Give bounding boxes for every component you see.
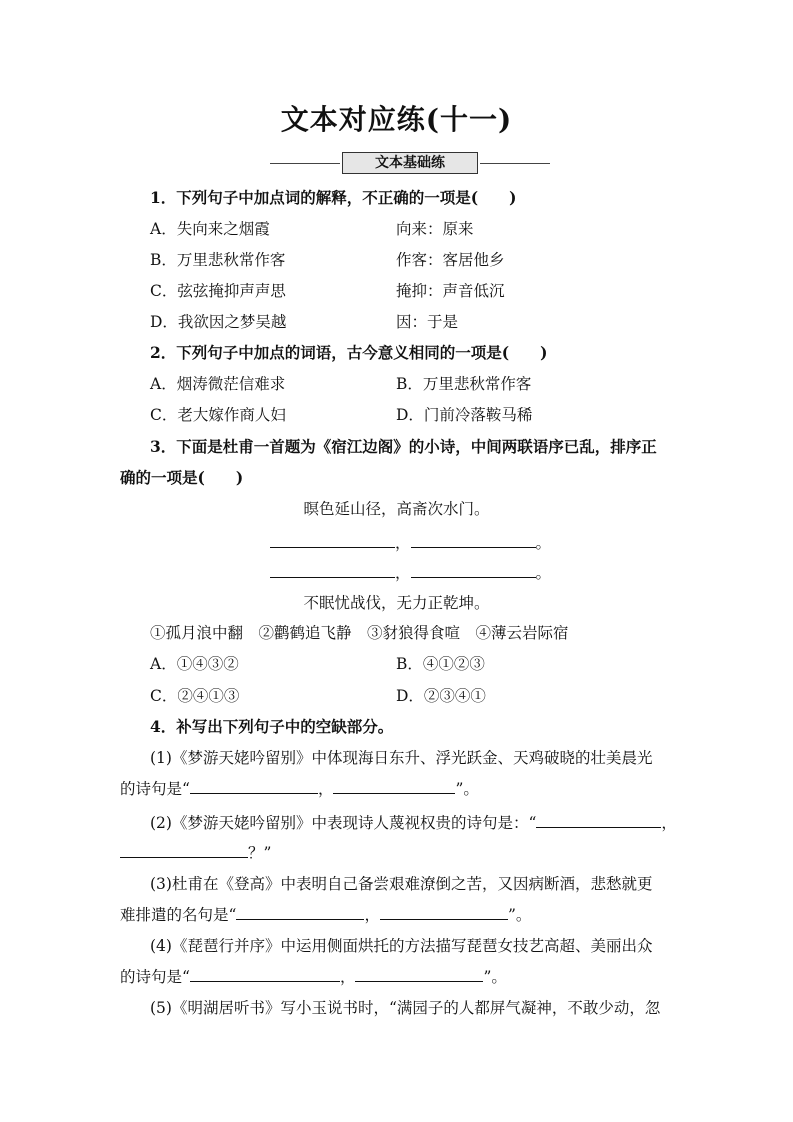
q3-stem-line2: 确的一项是( ) bbox=[120, 468, 244, 487]
q1-option-a-gloss: 向来：原来 bbox=[396, 220, 474, 238]
q3-option-a: A．①④③② bbox=[150, 655, 239, 673]
answer-blank[interactable] bbox=[270, 563, 395, 578]
q2-option-b: B．万里悲秋常作客 bbox=[396, 375, 532, 393]
page-title: 文本对应练(十一) bbox=[280, 103, 513, 136]
q4-stem: 4．补写出下列句子中的空缺部分。 bbox=[150, 717, 394, 736]
answer-blank[interactable] bbox=[120, 843, 248, 858]
answer-blank[interactable] bbox=[236, 905, 364, 920]
answer-blank[interactable] bbox=[380, 905, 508, 920]
q1-option-d-gloss: 因：于是 bbox=[396, 313, 459, 331]
banner-rule-left bbox=[270, 163, 340, 164]
q1-option-d: D．我欲因之梦吴越 bbox=[150, 313, 287, 331]
q1-stem: 1．下列句子中加点词的解释，不正确的一项是( ) bbox=[150, 188, 517, 207]
answer-blank[interactable] bbox=[411, 563, 536, 578]
q3-option-d: D．②③④① bbox=[396, 687, 486, 705]
q2-option-a: A．烟涛微茫信难求 bbox=[150, 375, 286, 393]
q4-item2-line1: (2)《梦游天姥吟留别》中表现诗人蔑视权贵的诗句是：“ ， bbox=[150, 814, 677, 832]
q1-option-c: C．弦弦掩抑声声思 bbox=[150, 282, 286, 300]
q3-option-b: B．④①②③ bbox=[396, 655, 485, 673]
q3-lines-pool: ①孤月浪中翻 ②鹳鹤追飞静 ③豺狼得食喧 ④薄云岩际宿 bbox=[150, 624, 569, 642]
answer-blank[interactable] bbox=[270, 533, 395, 548]
answer-blank[interactable] bbox=[411, 533, 536, 548]
q4-item2-line2: ？” bbox=[120, 843, 271, 863]
q2-option-d: D．门前冷落鞍马稀 bbox=[396, 406, 533, 424]
q1-option-b: B．万里悲秋常作客 bbox=[150, 251, 286, 269]
banner-rule-right bbox=[480, 163, 550, 164]
q3-poem-first: 暝色延山径，高斋次水门。 bbox=[303, 500, 490, 518]
q2-stem: 2．下列句子中加点的词语，古今意义相同的一项是( ) bbox=[150, 343, 548, 362]
answer-blank[interactable] bbox=[190, 967, 340, 982]
q4-item5-line1: (5)《明湖居听书》写小玉说书时，“满园子的人都屏气凝神，不敢少动，忽 bbox=[150, 999, 661, 1017]
q4-item4-line2: 的诗句是“ ， ”。 bbox=[120, 968, 507, 986]
q4-item1-line2: 的诗句是“ ， ”。 bbox=[120, 780, 479, 798]
q1-option-b-gloss: 作客：客居他乡 bbox=[396, 251, 505, 269]
section-banner bbox=[270, 152, 550, 174]
answer-blank[interactable] bbox=[536, 813, 661, 828]
q4-item3-line1: (3)杜甫在《登高》中表明自己备尝艰难潦倒之苦，又因病断酒，悲愁就更 bbox=[150, 875, 653, 893]
q3-option-c: C．②④①③ bbox=[150, 687, 240, 705]
q1-option-c-gloss: 掩抑：声音低沉 bbox=[396, 282, 505, 300]
q4-item3-line2: 难排遣的名句是“ ， ”。 bbox=[120, 906, 532, 924]
section-label: 文本基础练 bbox=[342, 152, 478, 174]
q4-item1-line1: (1)《梦游天姥吟留别》中体现海日东升、浮光跃金、天鸡破晓的壮美晨光 bbox=[150, 749, 653, 767]
q3-stem-line1: 3．下面是杜甫一首题为《宿江边阁》的小诗，中间两联语序已乱，排序正 bbox=[150, 437, 657, 456]
answer-blank[interactable] bbox=[333, 779, 455, 794]
q1-option-a: A．失向来之烟霞 bbox=[150, 220, 270, 238]
q3-blank-row-2: ， 。 bbox=[270, 563, 551, 583]
answer-blank[interactable] bbox=[190, 779, 318, 794]
q2-option-c: C．老大嫁作商人妇 bbox=[150, 406, 286, 424]
q3-blank-row-1: ， 。 bbox=[270, 533, 551, 553]
q4-item4-line1: (4)《琵琶行并序》中运用侧面烘托的方法描写琵琶女技艺高超、美丽出众 bbox=[150, 937, 653, 955]
q3-poem-last: 不眠忧战伐，无力正乾坤。 bbox=[303, 594, 490, 612]
answer-blank[interactable] bbox=[355, 967, 483, 982]
